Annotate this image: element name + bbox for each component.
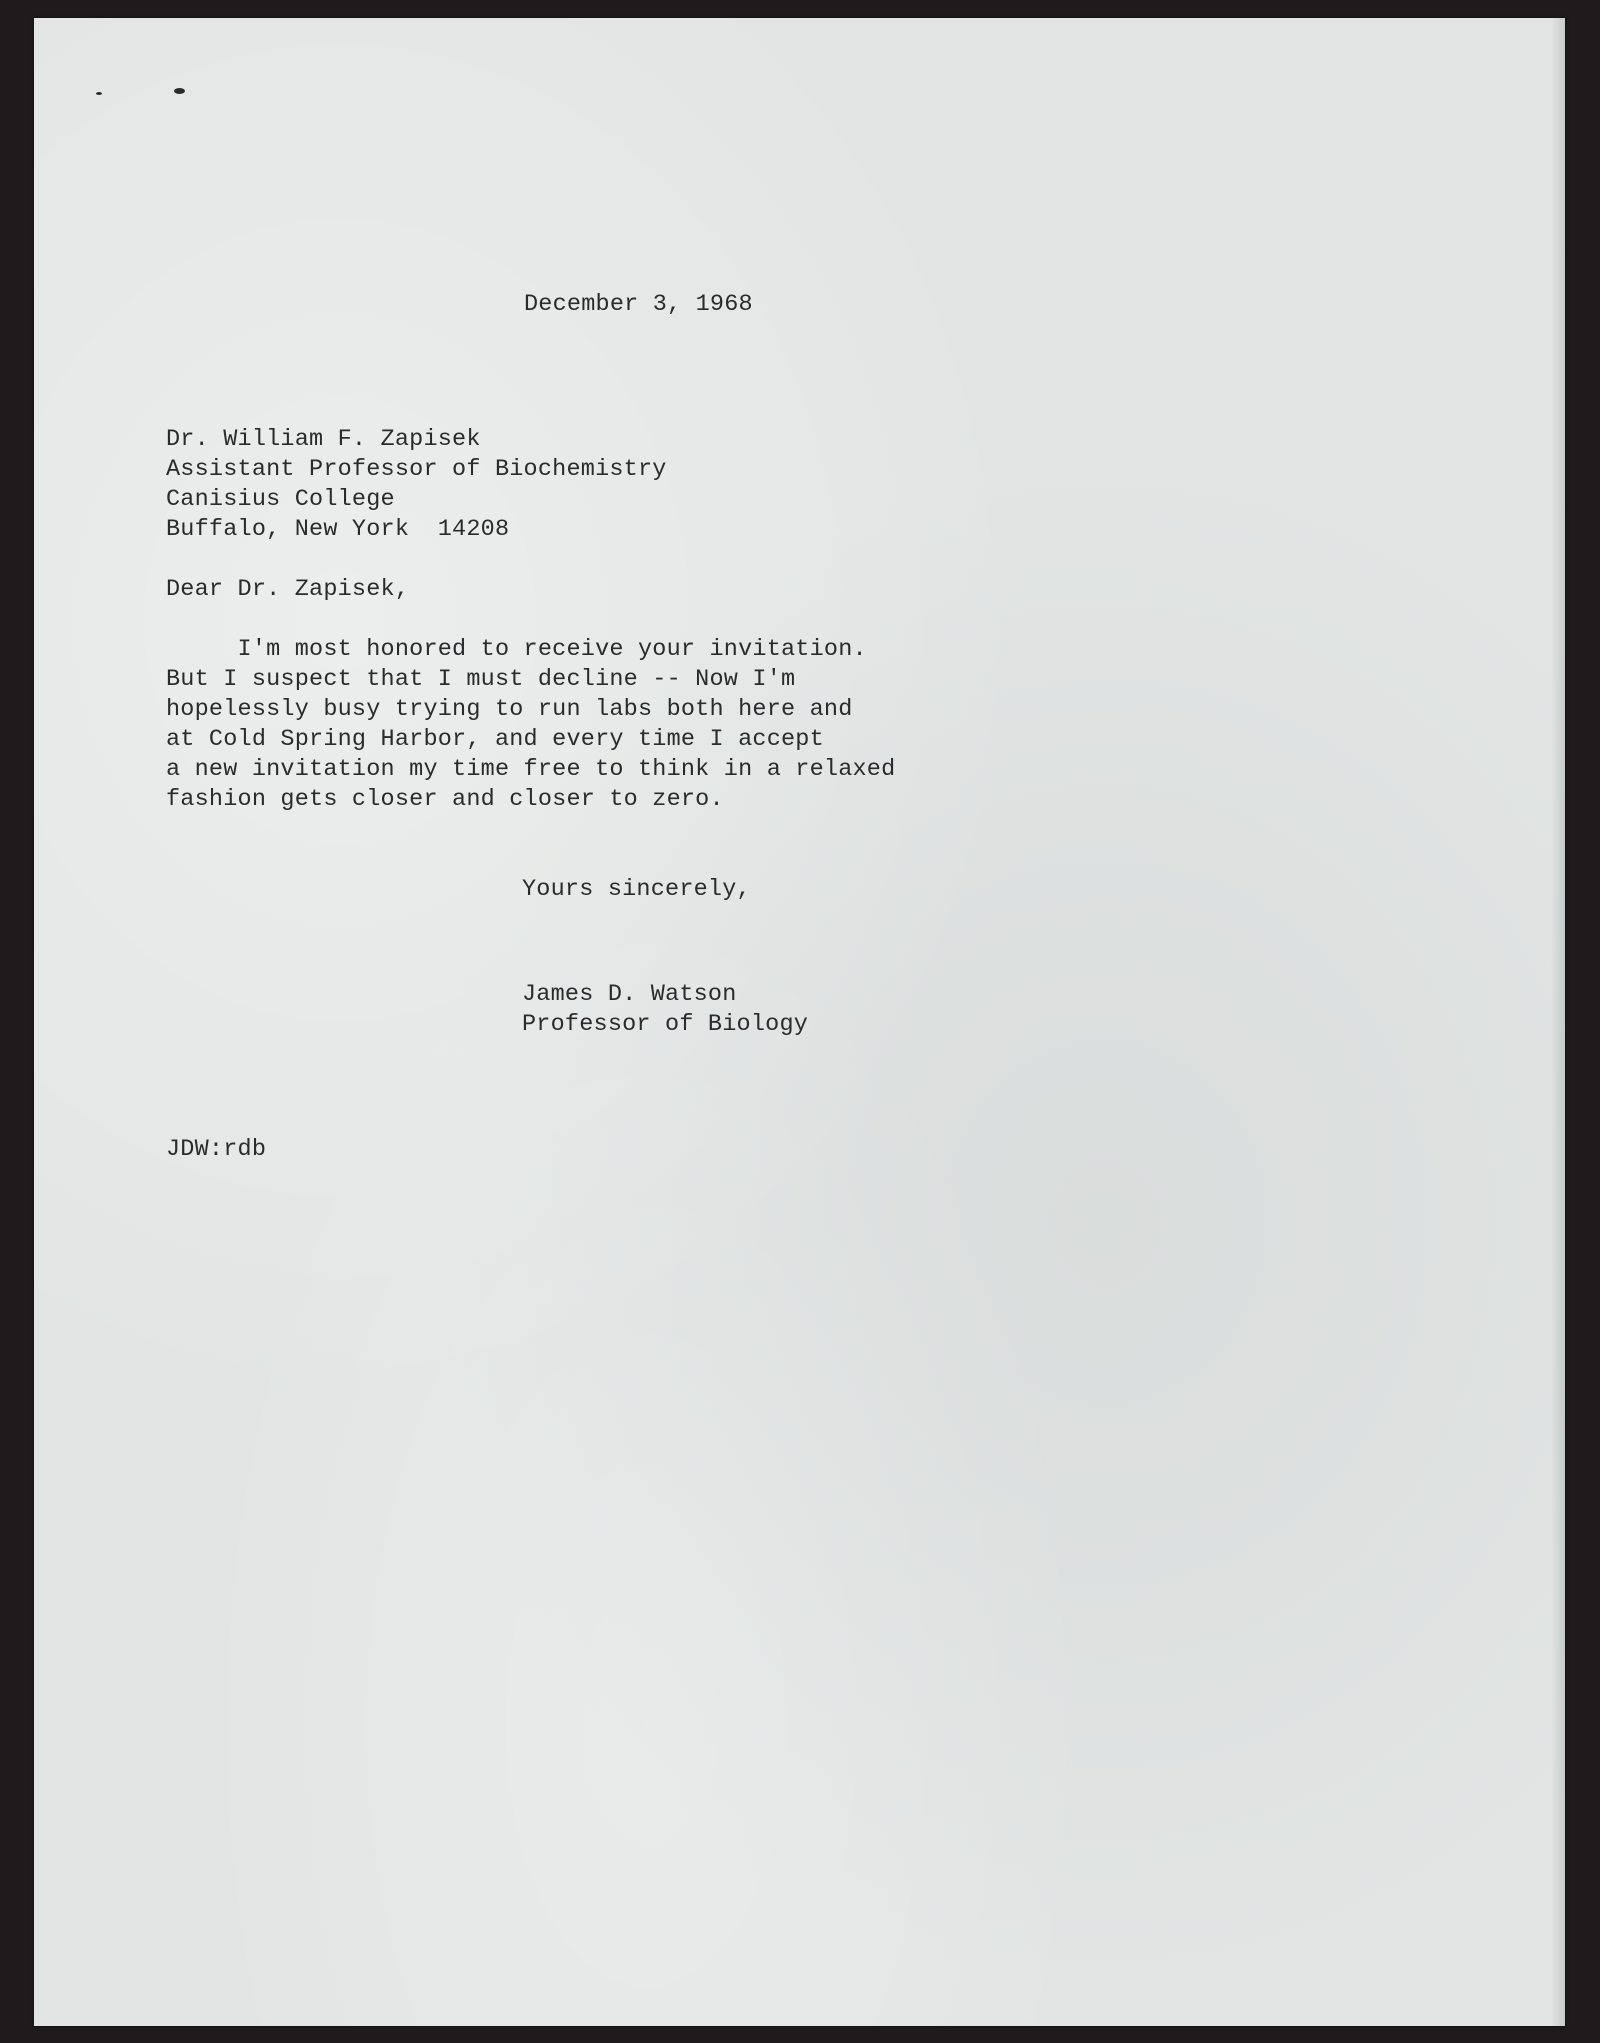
body-line: fashion gets closer and closer to zero. xyxy=(166,786,724,813)
recipient-name: Dr. William F. Zapisek xyxy=(166,426,481,453)
body-line: I'm most honored to receive your invitation. xyxy=(166,636,867,663)
letter-page xyxy=(34,18,1565,2026)
reference-initials: JDW:rdb xyxy=(166,1136,267,1163)
paper-edge-shadow xyxy=(1551,18,1565,2026)
closing: Yours sincerely, xyxy=(522,876,751,903)
body-line: But I suspect that I must decline -- Now I'm xyxy=(166,666,796,693)
salutation: Dear Dr. Zapisek, xyxy=(166,576,410,603)
signer-name: James D. Watson xyxy=(522,981,737,1008)
ink-speck xyxy=(174,88,185,94)
ink-speck xyxy=(96,92,102,95)
recipient-institution: Canisius College xyxy=(166,486,395,513)
body-line: at Cold Spring Harbor, and every time I accept xyxy=(166,726,824,753)
signer-title: Professor of Biology xyxy=(522,1011,809,1038)
recipient-address: Buffalo, New York 14208 xyxy=(166,516,510,543)
recipient-title: Assistant Professor of Biochemistry xyxy=(166,456,667,483)
letter-date: December 3, 1968 xyxy=(524,291,753,318)
body-line: hopelessly busy trying to run labs both here and xyxy=(166,696,853,723)
body-line: a new invitation my time free to think in a relaxed xyxy=(166,756,896,783)
